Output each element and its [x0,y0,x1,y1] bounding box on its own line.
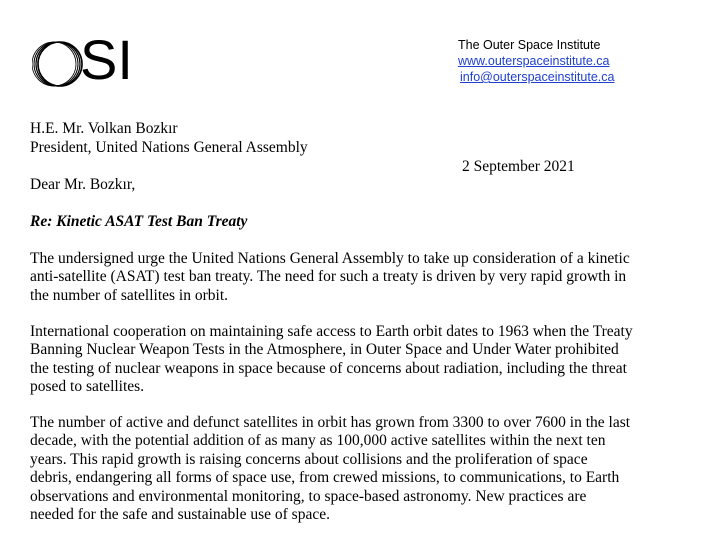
recipient-title: President, United Nations General Assembly [30,138,308,156]
paragraph-2 [30,323,680,397]
org-info [458,37,614,85]
paragraph-3 [30,414,680,524]
paragraph-line: needed for the safe and sustainable use of space. [30,506,330,524]
paragraph-line: International cooperation on maintaining safe access to Earth orbit dates to 1963 when the Treaty [30,323,633,340]
paragraph-line: posed to satellites. [30,378,145,396]
paragraph-line: The number of active and defunct satellites in orbit has grown from 3300 to over 7600 in the last [30,414,631,431]
paragraph-line: anti-satellite (ASAT) test ban treaty. The need for such a treaty is driven by very rapid growth in [30,268,627,286]
paragraph-line: The undersigned urge the United Nations General Assembly to take up consideration of a kinetic [30,250,630,267]
recipient-name: H.E. Mr. Volkan Bozkır [30,120,178,137]
logo-text: SI [80,28,133,91]
paragraph-line: Banning Nuclear Weapon Tests in the Atmosphere, in Outer Space and Under Water prohibited [30,341,619,359]
paragraph-line: the testing of nuclear weapons in space because of concerns about radiation, including the threat [30,359,627,377]
org-name: The Outer Space Institute [458,38,601,52]
paragraph-1 [30,250,680,305]
paragraph-line: debris, endangering all forms of space use, from crewed missions, to communications, to Earth [30,469,620,487]
paragraph-line: years. This rapid growth is raising concerns about collisions and the proliferation of space [30,450,588,468]
email-link[interactable]: info@outerspaceinstitute.ca [460,70,615,84]
website-link[interactable]: www.outerspaceinstitute.ca [458,54,610,68]
recipient-address [30,120,308,157]
salutation: Dear Mr. Bozkır, [30,176,136,193]
paragraph-line: decade, with the potential addition of as many as 100,000 active satellites within the next ten [30,432,606,450]
paragraph-line: the number of satellites in orbit. [30,286,229,304]
letter-date: 2 September 2021 [462,158,575,175]
subject-line: Re: Kinetic ASAT Test Ban Treaty [30,213,248,230]
paragraph-line: observations and environmental monitoring, to space-based astronomy. New practices are [30,487,587,505]
